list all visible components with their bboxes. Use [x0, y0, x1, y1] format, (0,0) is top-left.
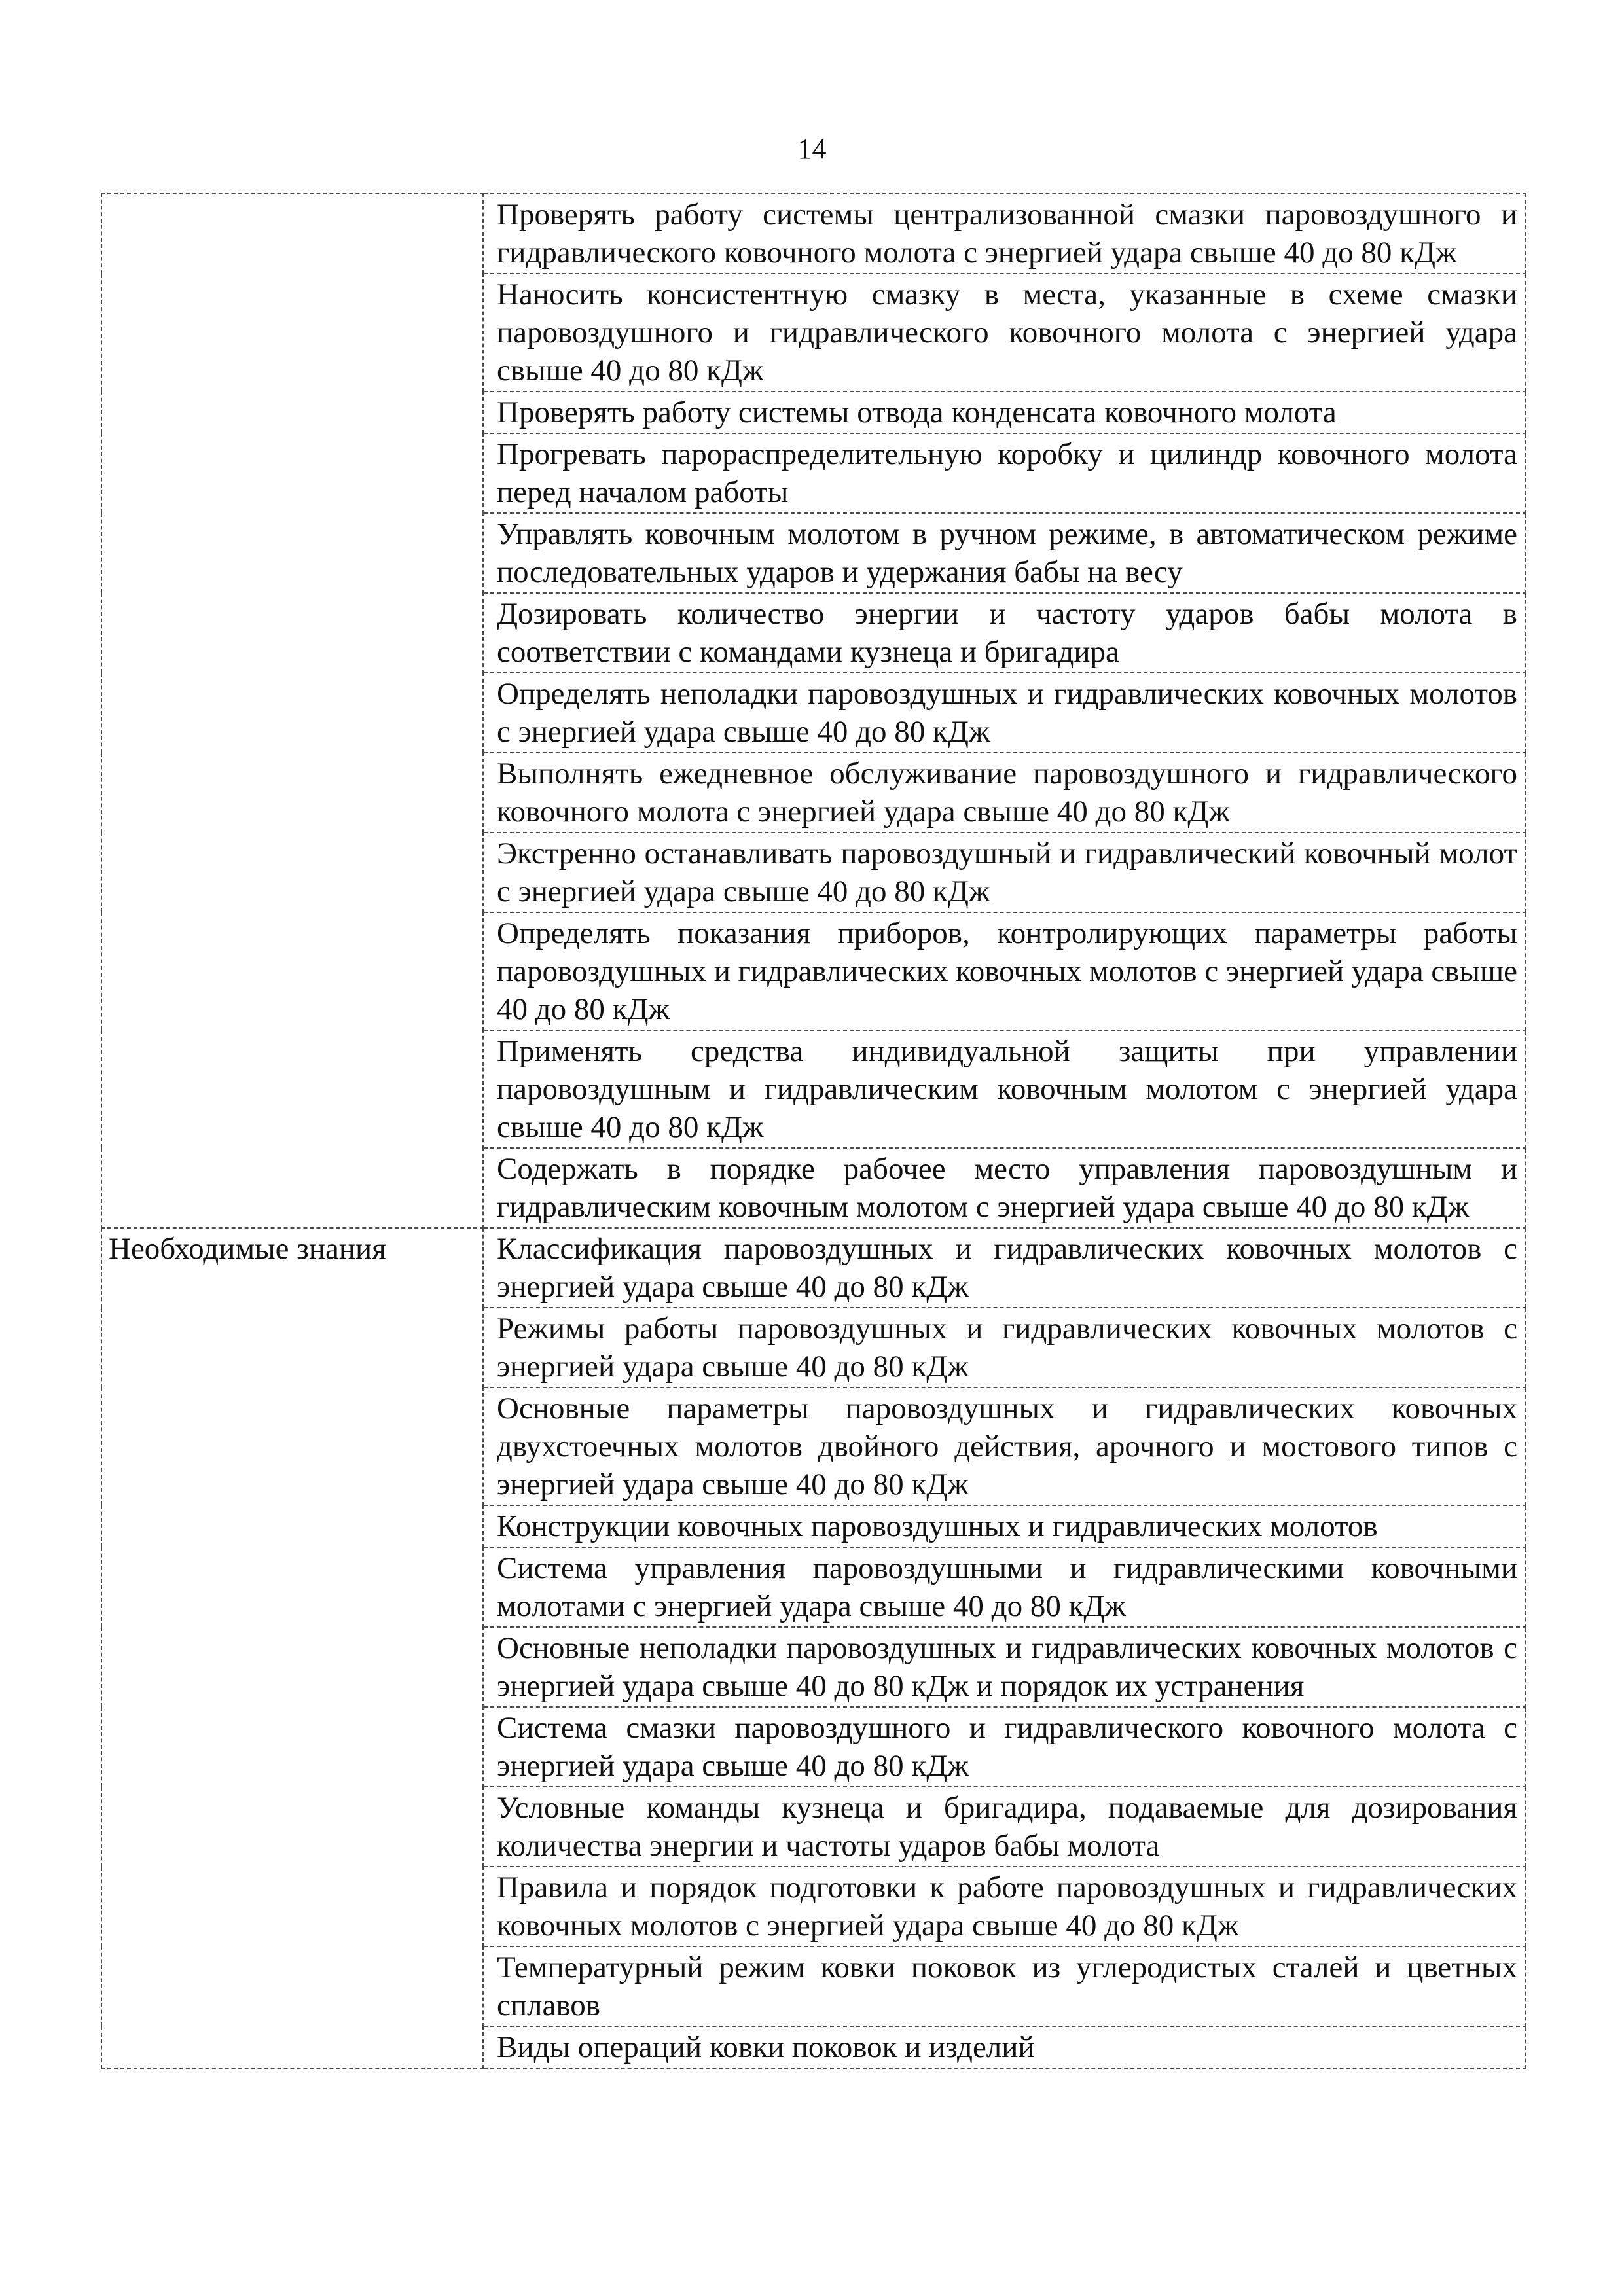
knowledge-item: Система смазки паровоздушного и гидравлического ковочного молота с энергией удара свыше 40 до 80 кДж: [483, 1707, 1526, 1787]
skill-item: Наносить консистентную смазку в места, указанные в схеме смазки паровоздушного и гидравлического ковочного молота с энергией удара свыше 40 до 80 кДж: [483, 274, 1526, 391]
skill-item: Проверять работу системы централизованной смазки паровоздушного и гидравлического ковочного молота с энергией удара свыше 40 до 80 кДж: [483, 194, 1526, 274]
skill-item: Прогревать парораспределительную коробку и цилиндр ковочного молота перед началом работы: [483, 433, 1526, 513]
table-row: [101, 1228, 1526, 1308]
skill-item: Определять показания приборов, контролирующих параметры работы паровоздушных и гидравлических ковочных молотов с энергией удара свыше 40 до 80 кДж: [483, 912, 1526, 1030]
knowledge-item: Конструкции ковочных паровоздушных и гидравлических молотов: [483, 1505, 1526, 1547]
table-row: [101, 194, 1526, 274]
skill-item: Применять средства индивидуальной защиты при управлении паровоздушным и гидравлическим ковочным молотом с энергией удара свыше 40 до 80 кДж: [483, 1030, 1526, 1148]
skill-item: Дозировать количество энергии и частоту ударов бабы молота в соответствии с командами кузнеца и бригадира: [483, 593, 1526, 673]
knowledge-item: Система управления паровоздушными и гидравлическими ковочными молотами с энергией удара свыше 40 до 80 кДж: [483, 1547, 1526, 1627]
knowledge-label: Необходимые знания: [109, 1232, 386, 1266]
skill-item: Содержать в порядке рабочее место управления паровоздушным и гидравлическим ковочным молотом с энергией удара свыше 40 до 80 кДж: [483, 1148, 1526, 1228]
skill-item: Определять неполадки паровоздушных и гидравлических ковочных молотов с энергией удара свыше 40 до 80 кДж: [483, 673, 1526, 753]
knowledge-item: Режимы работы паровоздушных и гидравлических ковочных молотов с энергией удара свыше 40 до 80 кДж: [483, 1308, 1526, 1388]
knowledge-item: Основные неполадки паровоздушных и гидравлических ковочных молотов с энергией удара свыше 40 до 80 кДж и порядок их устранения: [483, 1627, 1526, 1707]
skill-item: Управлять ковочным молотом в ручном режиме, в автоматическом режиме последовательных ударов и удержания бабы на весу: [483, 513, 1526, 593]
page-number: 14: [797, 133, 827, 165]
knowledge-item: Температурный режим ковки поковок из углеродистых сталей и цветных сплавов: [483, 1946, 1526, 2026]
skill-item: Выполнять ежедневное обслуживание паровоздушного и гидравлического ковочного молота с энергией удара свыше 40 до 80 кДж: [483, 753, 1526, 833]
knowledge-item: Правила и порядок подготовки к работе паровоздушных и гидравлических ковочных молотов с энергией удара свыше 40 до 80 кДж: [483, 1867, 1526, 1946]
skill-item: Проверять работу системы отвода конденсата ковочного молота: [483, 391, 1526, 433]
knowledge-item: Основные параметры паровоздушных и гидравлических ковочных двухстоечных молотов двойного действия, арочного и мостового типов с энергией удара свыше 40 до 80 кДж: [483, 1388, 1526, 1505]
knowledge-label-cell: [101, 1228, 483, 2068]
skill-item: Экстренно останавливать паровоздушный и гидравлический ковочный молот с энергией удара свыше 40 до 80 кДж: [483, 833, 1526, 912]
knowledge-item: Классификация паровоздушных и гидравлических ковочных молотов с энергией удара свыше 40 до 80 кДж: [483, 1228, 1526, 1308]
skills-label-cell: [101, 194, 483, 1228]
requirements-table: [101, 193, 1526, 2069]
knowledge-item: Виды операций ковки поковок и изделий: [483, 2026, 1526, 2068]
knowledge-item: Условные команды кузнеца и бригадира, подаваемые для дозирования количества энергии и частоты ударов бабы молота: [483, 1787, 1526, 1867]
